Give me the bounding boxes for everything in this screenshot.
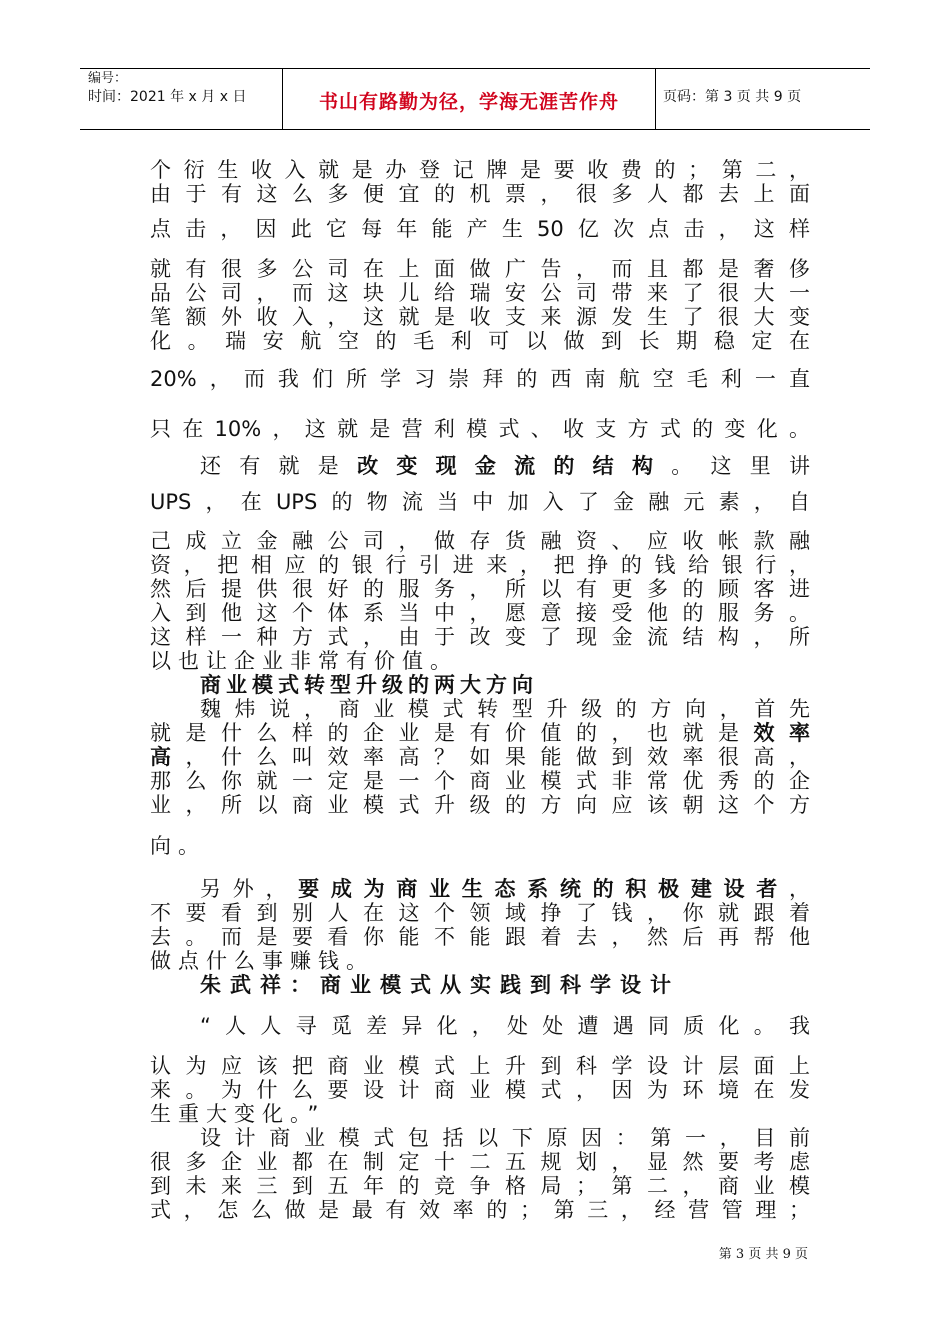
body-line: 那么你就一定是一个商业模式非常优秀的企 [150,769,810,793]
body-line: 很多企业都在制定十二五规划，显然要考虑 [150,1150,810,1174]
emphasis-text: 要成为商业生态系统的积极建设者 [298,877,790,901]
body-line: 个衍生收入就是办登记牌是要收费的；第二， [150,158,810,182]
body-text: 就是什么样的企业是有价值的，也就是 [150,721,754,745]
body-line: 做点什么事赚钱。 [150,949,374,973]
body-line: 点击，因此它每年能产生50亿次点击，这样 [150,217,810,241]
body-line: 向。 [150,834,206,858]
body-line: 入到他这个体系当中，愿意接受他的服务。 [150,601,810,625]
body-line: 去。而是要看你能不能跟着去，然后再帮他 [150,925,810,949]
body-line: 这样一种方式，由于改变了现金流结构，所 [150,625,810,649]
emphasis-text: 高 [150,745,186,769]
emphasis-text: 改变现金流的结构 [357,454,672,478]
header-page-number: 页码：第 3 页 共 9 页 [663,89,802,105]
section-heading: 商业模式转型升级的两大方向 [200,673,538,697]
body-line: 生重大变化。” [150,1102,326,1126]
body-line: 笔额外收入，这就是收支来源发生了很大变 [150,305,810,329]
body-line: 只在10%，这就是营利模式、收支方式的变化。 [150,417,810,441]
body-text: 另外， [200,877,299,901]
body-line: 化。瑞安航空的毛利可以做到长期稳定在 [150,329,810,353]
document-date-label: 时间：2021 年 x 月 x 日 [88,89,247,105]
header-motto-cell [282,69,656,129]
body-line: 设计商业模式包括以下原因：第一，目前 [200,1126,810,1150]
body-line: 到未来三到五年的竞争格局；第二，商业模 [150,1174,810,1198]
body-line [150,454,810,478]
body-line: UPS，在UPS的物流当中加入了金融元素，自 [150,490,810,514]
body-text: ， [789,877,811,901]
header-page-cell [655,69,870,129]
body-line [150,721,810,745]
body-line: 式，怎么做是最有效率的；第三，经营管理； [150,1198,810,1222]
emphasis-text: 效率 [753,721,810,745]
body-line: 魏炜说，商业模式转型升级的方向，首先 [200,697,810,721]
body-line: 业，所以商业模式升级的方向应该朝这个方 [150,793,810,817]
body-line: 不要看到别人在这个领域挣了钱，你就跟着 [150,901,810,925]
body-line: 品公司，而这块儿给瑞安公司带来了很大一 [150,281,810,305]
body-text: 还有就是 [200,454,358,478]
body-line: 然后提供很好的服务，所以有更多的顾客进 [150,577,810,601]
section-heading: 朱武祥：商业模式从实践到科学设计 [200,973,680,997]
body-line: 资，把相应的银行引进来，把挣的钱给银行， [150,553,810,577]
body-line: 由于有这么多便宜的机票，很多人都去上面 [150,182,810,206]
body-line: 就有很多公司在上面做广告，而且都是奢侈 [150,257,810,281]
body-line: 来。为什么要设计商业模式，因为环境在发 [150,1078,810,1102]
header-table [80,68,870,130]
body-line: 以也让企业非常有价值。 [150,649,458,673]
body-line: 认为应该把商业模式上升到科学设计层面上 [150,1054,810,1078]
body-line: 20%，而我们所学习崇拜的西南航空毛利一直 [150,367,810,391]
body-text: ，什么叫效率高？如果能做到效率很高， [185,745,810,769]
body-line [150,745,810,769]
footer-page-number: 第 3 页 共 9 页 [718,1247,808,1262]
header-motto: 书山有路勤为径，学海无涯苦作舟 [318,91,619,113]
body-text: 。这里讲 [671,454,811,478]
document-number-label: 编号： [88,71,128,86]
body-line [150,877,810,901]
header-left-cell [80,69,282,129]
body-line: 己成立金融公司，做存货融资、应收帐款融 [150,529,810,553]
body-line: “人人寻觅差异化，处处遭遇同质化。我 [200,1014,810,1038]
